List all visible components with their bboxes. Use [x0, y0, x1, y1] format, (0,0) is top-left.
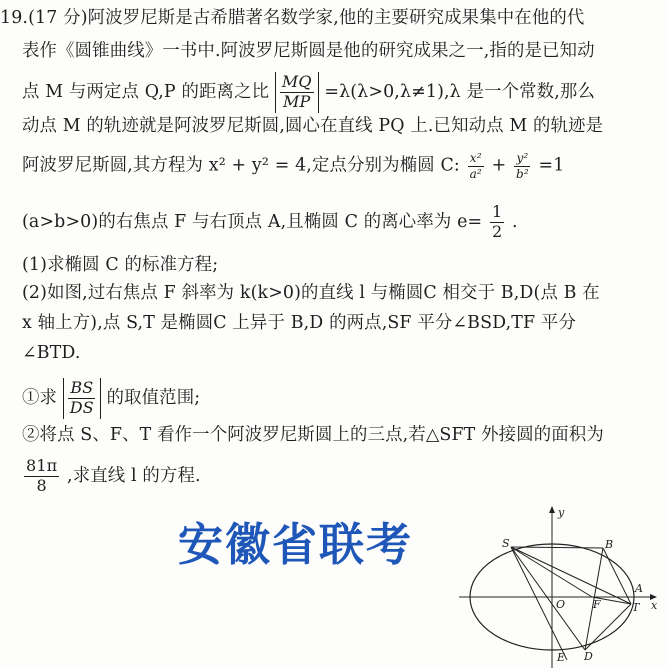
line-1: 19.(17 分)阿波罗尼斯是古希腊著名数学家,他的主要研究成果集中在他的代 [0, 8, 585, 28]
question-2-line-1: (2)如图,过右焦点 F 斜率为 k(k>0)的直线 l 与椭圆C 相交于 B,D(点 B 在 [22, 283, 600, 303]
segment-bt [603, 548, 631, 604]
line-6: (a>b>0)的右焦点 F 与右顶点 A,且椭圆 C 的离心率为 e= $\frac{1}{2}$ . [22, 202, 518, 241]
label-b: B [605, 538, 614, 551]
y2-over-b2: $\frac{\text{y²}}{\text{b²}}$ [515, 151, 529, 181]
label-d: D [584, 650, 593, 663]
question-2-part-2: ②将点 S、F、T 看作一个阿波罗尼斯圆上的三点,若△SFT 外接圆的面积为 [22, 425, 604, 445]
bs-ds-fraction: $\frac{BS}{DS}$ [69, 378, 94, 417]
label-s: S [502, 537, 510, 550]
line-4: 动点 M 的轨迹就是阿波罗尼斯圆,圆心在直线 PQ 上.已知动点 M 的轨迹是 [22, 116, 604, 136]
line-2: 表作《圆锥曲线》一书中.阿波罗尼斯圆是他的研究成果之一,指的是已知动 [22, 41, 595, 61]
x2-over-a2: $\frac{\text{x²}}{\text{a²}}$ [469, 151, 482, 181]
label-e: E [557, 651, 566, 664]
segment-sd [511, 547, 585, 650]
eccentricity-fraction: $\frac{1}{2}$ [491, 202, 503, 241]
bs-ds-abs [63, 378, 101, 419]
ratio-abs [275, 72, 319, 113]
question-2-part-2-cont: $\frac{81\pi}{8}$ ,求直线 l 的方程. [26, 456, 201, 495]
question-1: (1)求椭圆 C 的标准方程; [22, 255, 219, 275]
label-f: F [593, 598, 601, 611]
question-2-part-1: ①求 $\frac{BS}{DS}$ 的取值范围; [22, 378, 201, 417]
label-a: A [635, 582, 643, 595]
label-t: T [632, 601, 640, 614]
line-5: 阿波罗尼斯圆,其方程为 x² + y² = 4,定点分别为椭圆 C: $\frac{\text{x²}}{\text{a²}}$ + $\frac{\text{y²}}{\text{b²}}$ =1 [22, 151, 565, 181]
line-3: 点 M 与两定点 Q,P 的距离之比 $\frac{MQ}{MP}$ =λ(λ>0,λ≠1),λ 是一个常数,那么 [22, 72, 595, 111]
segment-sb [511, 547, 603, 548]
label-o: O [556, 598, 566, 611]
segment-st [511, 547, 631, 604]
watermark-text: 安徽省联考 [178, 518, 414, 571]
question-2-line-3: ∠BTD. [22, 343, 81, 363]
label-y: y [558, 506, 565, 519]
area-fraction: $\frac{81\pi}{8}$ [26, 456, 58, 495]
ratio-fraction: $\frac{MQ}{MP}$ [281, 72, 312, 111]
ellipse-figure [455, 500, 666, 669]
y-axis-arrow [549, 506, 555, 513]
question-2-line-2: x 轴上方),点 S,T 是椭圆C 上异于 B,D 的两点,SF 平分∠BSD,TF 平分 [22, 313, 577, 333]
label-x: x [651, 599, 658, 612]
